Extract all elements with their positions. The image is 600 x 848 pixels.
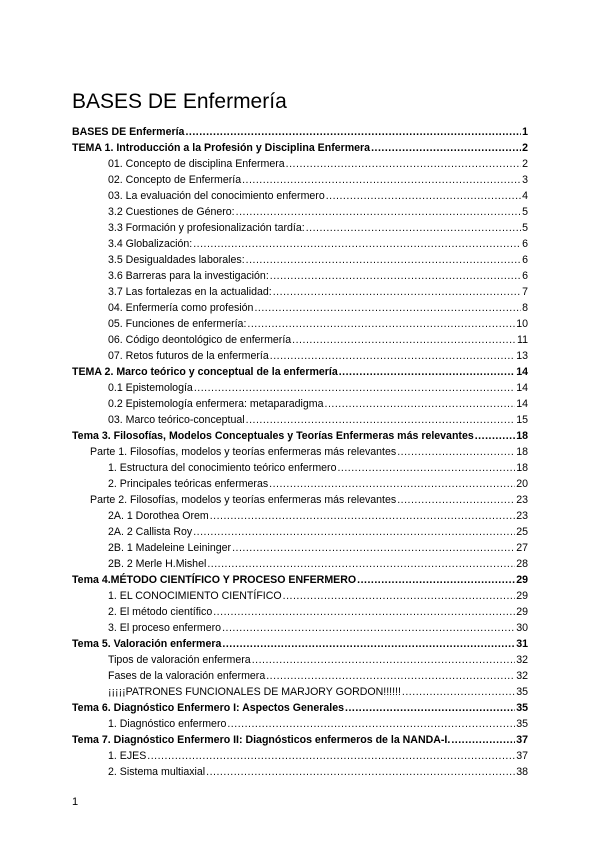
toc-entry-label: 1. Estructura del conocimiento teórico enfermero xyxy=(108,462,337,474)
toc-entry[interactable] xyxy=(72,300,528,316)
toc-entry-page: 13 xyxy=(516,350,528,362)
toc-entry-label: ¡¡¡¡¡PATRONES FUNCIONALES DE MARJORY GORDON!!!!!! xyxy=(108,686,401,698)
dot-leader xyxy=(242,172,521,188)
toc-entry-page: 18 xyxy=(516,446,528,458)
dot-leader xyxy=(193,524,515,540)
toc-entry-page: 6 xyxy=(522,270,528,282)
toc-entry[interactable] xyxy=(72,476,528,492)
dot-leader xyxy=(337,460,515,476)
toc-entry-label: 3.6 Barreras para la investigación: xyxy=(108,270,269,282)
toc-entry-page: 32 xyxy=(516,670,528,682)
page-number: 1 xyxy=(72,796,79,808)
toc-entry-label: 1. Diagnóstico enfermero xyxy=(108,718,227,730)
dot-leader xyxy=(227,716,515,732)
toc-entry-label: 03. Marco teórico-conceptual xyxy=(108,414,245,426)
toc-entry-label: Tema 5. Valoración enfermera xyxy=(72,638,222,650)
dot-leader xyxy=(232,540,515,556)
toc-entry-label: Tema 3. Filosofías, Modelos Conceptuales y Teorías Enfermeras más relevantes xyxy=(72,430,474,442)
toc-entry-label: Tema 4.MÉTODO CIENTÍFICO Y PROCESO ENFERMERO xyxy=(72,574,357,586)
toc-entry-label: 3.4 Globalización: xyxy=(108,238,193,250)
document-title: BASES DE Enfermería xyxy=(72,90,287,113)
dot-leader xyxy=(451,732,515,748)
dot-leader xyxy=(270,268,521,284)
toc-entry-label: TEMA 2. Marco teórico y conceptual de la enfermería xyxy=(72,366,338,378)
dot-leader xyxy=(475,428,515,444)
toc-entry[interactable] xyxy=(72,492,528,508)
toc-entry[interactable] xyxy=(72,268,528,284)
toc-entry-page: 31 xyxy=(516,638,528,650)
toc-entry-label: 01. Concepto de disciplina Enfermera xyxy=(108,158,285,170)
dot-leader xyxy=(236,204,521,220)
toc-entry[interactable] xyxy=(72,156,528,172)
dot-leader xyxy=(213,604,515,620)
toc-entry-page: 14 xyxy=(516,382,528,394)
toc-entry[interactable] xyxy=(72,732,528,748)
table-of-contents xyxy=(72,124,528,780)
toc-entry-label: 3.3 Formación y profesionalización tardía: xyxy=(108,222,305,234)
dot-leader xyxy=(397,444,515,460)
toc-entry[interactable] xyxy=(72,140,528,156)
toc-entry-page: 18 xyxy=(516,462,528,474)
toc-entry[interactable] xyxy=(72,220,528,236)
toc-entry-label: 2A. 2 Callista Roy xyxy=(108,526,193,538)
toc-entry-page: 28 xyxy=(516,558,528,570)
dot-leader xyxy=(283,588,516,604)
dot-leader xyxy=(247,316,515,332)
toc-entry-label: 3.2 Cuestiones de Género: xyxy=(108,206,235,218)
dot-leader xyxy=(222,636,515,652)
toc-entry-label: 0.1 Epistemología xyxy=(108,382,193,394)
toc-entry[interactable] xyxy=(72,684,528,700)
toc-entry-page: 38 xyxy=(516,766,528,778)
toc-entry[interactable] xyxy=(72,652,528,668)
toc-entry[interactable] xyxy=(72,716,528,732)
toc-entry[interactable] xyxy=(72,428,528,444)
toc-entry-page: 35 xyxy=(516,686,528,698)
toc-entry-page: 18 xyxy=(516,430,528,442)
dot-leader xyxy=(185,124,521,140)
toc-entry-page: 4 xyxy=(522,190,528,202)
toc-entry-label: Parte 1. Filosofías, modelos y teorías enfermeras más relevantes xyxy=(90,446,397,458)
toc-entry[interactable] xyxy=(72,524,528,540)
toc-entry-page: 2 xyxy=(522,142,528,154)
toc-entry[interactable] xyxy=(72,188,528,204)
toc-entry-page: 25 xyxy=(516,526,528,538)
toc-entry[interactable] xyxy=(72,620,528,636)
toc-entry[interactable] xyxy=(72,172,528,188)
toc-entry-label: 2B. 1 Madeleine Leininger xyxy=(108,542,232,554)
toc-entry-page: 1 xyxy=(522,126,528,138)
toc-entry-page: 30 xyxy=(516,622,528,634)
toc-entry-page: 35 xyxy=(516,718,528,730)
toc-entry-label: 2. El método científico xyxy=(108,606,213,618)
toc-entry-page: 20 xyxy=(516,478,528,490)
toc-entry[interactable] xyxy=(72,316,528,332)
dot-leader xyxy=(210,508,516,524)
toc-entry-page: 3 xyxy=(522,174,528,186)
toc-entry-label: 07. Retos futuros de la enfermería xyxy=(108,350,269,362)
toc-entry-page: 14 xyxy=(516,398,528,410)
toc-entry-page: 2 xyxy=(522,158,528,170)
toc-entry[interactable] xyxy=(72,668,528,684)
dot-leader xyxy=(270,348,515,364)
toc-entry-label: 2. Sistema multiaxial xyxy=(108,766,206,778)
toc-entry-page: 23 xyxy=(516,510,528,522)
toc-entry[interactable] xyxy=(72,236,528,252)
toc-entry-label: Tema 6. Diagnóstico Enfermero I: Aspectos Generales xyxy=(72,702,344,714)
dot-leader xyxy=(371,140,521,156)
toc-entry-label: 3.7 Las fortalezas en la actualidad: xyxy=(108,286,272,298)
toc-entry-page: 6 xyxy=(522,254,528,266)
toc-entry[interactable] xyxy=(72,124,528,140)
toc-entry-label: Parte 2. Filosofías, modelos y teorías enfermeras más relevantes xyxy=(90,494,397,506)
toc-entry[interactable] xyxy=(72,348,528,364)
toc-entry-label: Fases de la valoración enfermera xyxy=(108,670,266,682)
toc-entry-page: 10 xyxy=(516,318,528,330)
toc-entry-page: 37 xyxy=(516,750,528,762)
toc-entry[interactable] xyxy=(72,396,528,412)
dot-leader xyxy=(292,332,516,348)
toc-entry-page: 27 xyxy=(516,542,528,554)
dot-leader xyxy=(402,684,515,700)
dot-leader xyxy=(273,284,521,300)
toc-entry-page: 5 xyxy=(522,222,528,234)
toc-entry[interactable] xyxy=(72,364,528,380)
dot-leader xyxy=(339,364,515,380)
toc-entry-label: 3.5 Desigualdades laborales: xyxy=(108,254,245,266)
toc-entry-page: 6 xyxy=(522,238,528,250)
dot-leader xyxy=(325,396,516,412)
toc-entry[interactable] xyxy=(72,588,528,604)
toc-entry-label: 05. Funciones de enfermería: xyxy=(108,318,247,330)
dot-leader xyxy=(269,476,515,492)
toc-entry-label: 1. EL CONOCIMIENTO CIENTÍFICO xyxy=(108,590,282,602)
toc-entry-page: 5 xyxy=(522,206,528,218)
dot-leader xyxy=(194,380,515,396)
toc-entry[interactable] xyxy=(72,636,528,652)
toc-entry-page: 7 xyxy=(522,286,528,298)
toc-entry-page: 37 xyxy=(516,734,528,746)
toc-entry[interactable] xyxy=(72,380,528,396)
dot-leader xyxy=(306,220,521,236)
toc-entry-label: Tipos de valoración enfermera xyxy=(108,654,251,666)
dot-leader xyxy=(207,556,515,572)
dot-leader xyxy=(246,412,516,428)
dot-leader xyxy=(206,764,515,780)
toc-entry[interactable] xyxy=(72,604,528,620)
toc-entry[interactable] xyxy=(72,700,528,716)
dot-leader xyxy=(193,236,521,252)
toc-entry[interactable] xyxy=(72,748,528,764)
toc-entry-page: 14 xyxy=(516,366,528,378)
toc-entry-label: 02. Concepto de Enfermería xyxy=(108,174,242,186)
toc-entry-page: 29 xyxy=(516,606,528,618)
toc-entry-label: 04. Enfermería como profesión xyxy=(108,302,254,314)
toc-entry-page: 35 xyxy=(516,702,528,714)
dot-leader xyxy=(266,668,515,684)
dot-leader xyxy=(252,652,516,668)
toc-entry-label: 3. El proceso enfermero xyxy=(108,622,222,634)
dot-leader xyxy=(345,700,515,716)
toc-entry[interactable] xyxy=(72,252,528,268)
toc-entry-label: 2A. 1 Dorothea Orem xyxy=(108,510,209,522)
toc-entry-page: 8 xyxy=(522,302,528,314)
toc-entry-page: 29 xyxy=(516,574,528,586)
toc-entry[interactable] xyxy=(72,460,528,476)
toc-entry-page: 29 xyxy=(516,590,528,602)
toc-entry-label: 2B. 2 Merle H.Mishel xyxy=(108,558,207,570)
dot-leader xyxy=(397,492,515,508)
toc-entry[interactable] xyxy=(72,332,528,348)
dot-leader xyxy=(254,300,521,316)
toc-entry[interactable] xyxy=(72,284,528,300)
toc-entry[interactable] xyxy=(72,556,528,572)
toc-entry-label: 06. Código deontológico de enfermería xyxy=(108,334,292,346)
dot-leader xyxy=(326,188,521,204)
toc-entry-page: 32 xyxy=(516,654,528,666)
dot-leader xyxy=(222,620,515,636)
toc-entry[interactable] xyxy=(72,412,528,428)
toc-entry[interactable] xyxy=(72,444,528,460)
toc-entry-label: Tema 7. Diagnóstico Enfermero II: Diagnósticos enfermeros de la NANDA-I. xyxy=(72,734,451,746)
toc-entry-page: 23 xyxy=(516,494,528,506)
toc-entry[interactable] xyxy=(72,508,528,524)
dot-leader xyxy=(357,572,515,588)
toc-entry[interactable] xyxy=(72,764,528,780)
dot-leader xyxy=(147,748,515,764)
toc-entry-label: BASES DE Enfermería xyxy=(72,126,185,138)
toc-entry[interactable] xyxy=(72,204,528,220)
toc-entry-page: 11 xyxy=(517,334,528,346)
toc-entry-label: 0.2 Epistemología enfermera: metaparadigma xyxy=(108,398,324,410)
toc-entry-label: 2. Principales teóricas enfermeras xyxy=(108,478,269,490)
toc-entry-label: TEMA 1. Introducción a la Profesión y Disciplina Enfermera xyxy=(72,142,371,154)
toc-entry[interactable] xyxy=(72,540,528,556)
toc-entry-page: 15 xyxy=(516,414,528,426)
toc-entry[interactable] xyxy=(72,572,528,588)
toc-entry-label: 1. EJES xyxy=(108,750,147,762)
dot-leader xyxy=(286,156,521,172)
toc-entry-label: 03. La evaluación del conocimiento enfermero xyxy=(108,190,325,202)
dot-leader xyxy=(246,252,521,268)
